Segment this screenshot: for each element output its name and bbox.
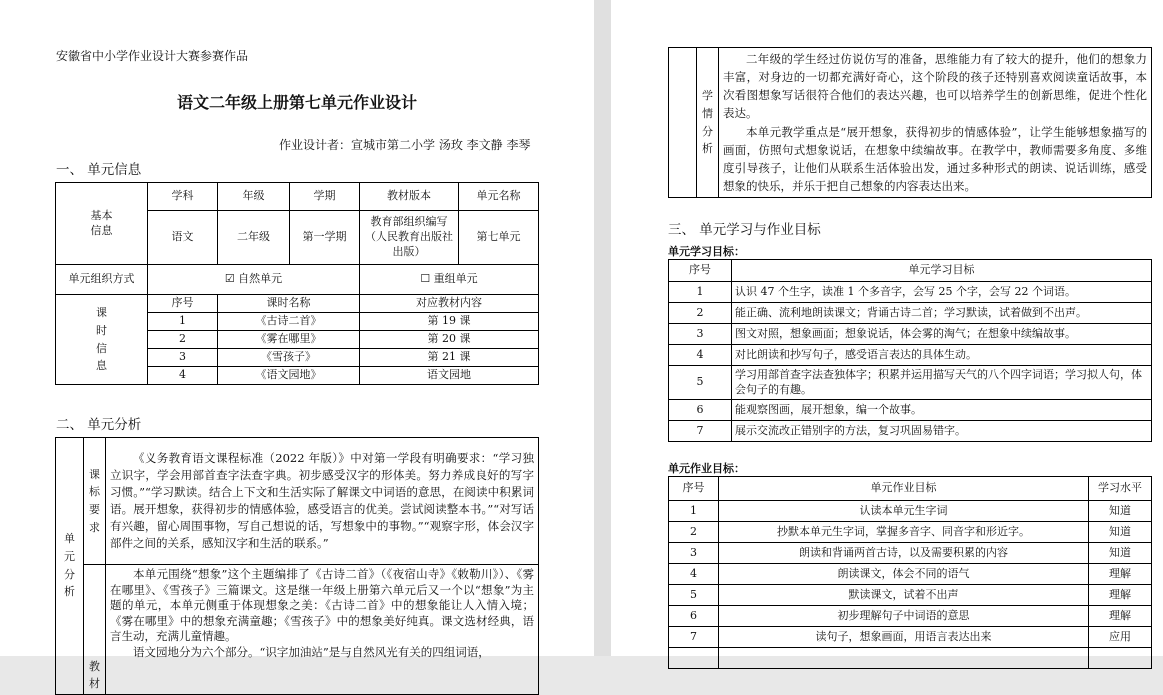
hw-text: 抄默本单元生字词，掌握多音字、同音字和形近字。	[719, 522, 1089, 543]
goal-no: 5	[669, 366, 732, 400]
learner-analysis-table	[668, 47, 1152, 198]
table-row	[669, 606, 1152, 627]
goal-no: 7	[669, 421, 732, 442]
hw-level: 知道	[1089, 522, 1152, 543]
org-regroup-checkbox: ☐ 重组单元	[360, 265, 539, 295]
lesson-no: 3	[148, 349, 218, 367]
goal-text: 能正确、流利地朗读课文；背诵古诗二首；学习默读，试着做到不出声。	[732, 303, 1152, 324]
header-cell: 单元名称	[459, 183, 539, 211]
goal-text: 认识 47 个生字，读准 1 个多音字，会写 25 个字，会写 22 个词语。	[732, 282, 1152, 303]
unit-analysis-label: 单 元 分 析	[56, 438, 84, 695]
table-row	[669, 627, 1152, 648]
learning-goals-heading: 单元学习目标：	[668, 245, 745, 258]
goal-text: 对比朗读和抄写句子，感受语言表达的具体生动。	[732, 345, 1152, 366]
table-row	[669, 345, 1152, 366]
lesson-name: 《古诗二首》	[218, 313, 360, 331]
hw-level: 知道	[1089, 543, 1152, 564]
value-cell: 二年级	[218, 211, 290, 265]
goal-header: 序号	[669, 260, 732, 282]
homework-goals-table	[668, 476, 1152, 669]
textbook-label: 教 材	[84, 565, 106, 695]
value-cell: 第七单元	[459, 211, 539, 265]
learning-goals-table	[668, 259, 1152, 442]
lesson-name: 《雪孩子》	[218, 349, 360, 367]
page-gap	[594, 0, 611, 656]
learner-analysis-label: 学 情 分 析	[697, 48, 719, 198]
section-heading-unit-info: 一、 单元信息	[56, 162, 142, 178]
lesson-name: 《雾在哪里》	[218, 331, 360, 349]
goal-no: 4	[669, 345, 732, 366]
lesson-name: 《语文园地》	[218, 367, 360, 385]
standard-text: 《义务教育语文课程标准（2022 年版）》中对第一学段有明确要求：“学习独立识字，学会用部首查字法查字典。初步感受汉字的形体美。努力养成良好的写字习惯。”“学习默读。结合上下文和生活实际了解课文中词语的意思，在阅读中积累词语。展开想象，获得初步的情感体验，感受语言的优美。尝试阅读整本书。”“对写话有兴趣，留心周围事物，写自己想说的话，写想象中的事物。”“观察字形，体会汉字部件之间的关系，感知汉字和生活的联系。”	[106, 438, 539, 565]
hw-no: 4	[669, 564, 719, 585]
hw-no: 5	[669, 585, 719, 606]
hw-header: 单元作业目标	[719, 477, 1089, 501]
goal-no: 2	[669, 303, 732, 324]
table-row	[669, 585, 1152, 606]
header-cell: 年级	[218, 183, 290, 211]
goal-no: 6	[669, 400, 732, 421]
designer-line: 作业设计者：宣城市第二小学 汤玫 李文静 李琴	[279, 138, 531, 152]
hw-no: 6	[669, 606, 719, 627]
hw-text: 读句子，想象画面，用语言表达出来	[719, 627, 1089, 648]
table-row	[669, 522, 1152, 543]
goal-no: 1	[669, 282, 732, 303]
homework-goals-heading: 单元作业目标：	[668, 462, 745, 475]
continuation-cell	[669, 48, 697, 198]
table-row	[669, 421, 1152, 442]
lesson-info-label: 课 时 信 息	[56, 295, 148, 385]
document-title: 语文二年级上册第七单元作业设计	[176, 93, 417, 112]
hw-header: 序号	[669, 477, 719, 501]
hw-header: 学习水平	[1089, 477, 1152, 501]
org-natural-checkbox: ☑ 自然单元	[148, 265, 360, 295]
hw-no: 1	[669, 501, 719, 522]
lesson-no: 1	[148, 313, 218, 331]
unit-info-table	[55, 182, 539, 385]
hw-no: 7	[669, 627, 719, 648]
value-cell: 语文	[148, 211, 218, 265]
header-cell: 教材版本	[360, 183, 459, 211]
value-cell: 第一学期	[290, 211, 360, 265]
textbook-text: 本单元围绕“想象”这个主题编排了《古诗二首》（《夜宿山寺》《敕勒川》）、《雾在哪里》、《雪孩子》三篇课文。这是继一年级上册第六单元后又一个以“想象”为主题的单元，本单元侧重于体现想象之美：《古诗二首》中的想象能让人入情入境；《雾在哪里》中的想象充满童趣；《雪孩子》中的想象美好纯真。课文选材经典，语言生动，充满儿童情趣。 语文园地分为六个部分。“识字加油站”是与自然风光有关的四组词语，	[106, 565, 539, 695]
table-row-partial	[669, 648, 1152, 669]
document-page-right	[611, 0, 1163, 656]
unit-analysis-table	[55, 437, 539, 695]
goal-text: 学习用部首查字法查独体字；积累并运用描写天气的八个四字词语；学习拟人句，体会句子的有趣。	[732, 366, 1152, 400]
hw-level: 应用	[1089, 627, 1152, 648]
org-method-label: 单元组织方式	[56, 265, 148, 295]
section-heading-unit-analysis: 二、 单元分析	[56, 417, 142, 433]
goal-text: 能观察图画，展开想象，编一个故事。	[732, 400, 1152, 421]
lesson-no: 2	[148, 331, 218, 349]
section-heading-goals: 三、 单元学习与作业目标	[668, 222, 821, 238]
goal-text: 图文对照，想象画面；想象说话，体会雾的淘气；在想象中续编故事。	[732, 324, 1152, 345]
value-cell: 教育部组织编写（人民教育出版社出版）	[360, 211, 459, 265]
table-row	[669, 543, 1152, 564]
table-row	[669, 324, 1152, 345]
goal-no: 3	[669, 324, 732, 345]
organization-header: 安徽省中小学作业设计大赛参赛作品	[56, 49, 249, 63]
header-cell: 学期	[290, 183, 360, 211]
goal-header: 单元学习目标	[732, 260, 1152, 282]
lesson-content: 第 19 课	[360, 313, 539, 331]
lesson-no: 4	[148, 367, 218, 385]
hw-level: 理解	[1089, 564, 1152, 585]
table-row	[669, 400, 1152, 421]
table-row	[669, 282, 1152, 303]
hw-text: 认读本单元生字词	[719, 501, 1089, 522]
learner-analysis-text: 二年级的学生经过仿说仿写的准备，思维能力有了较大的提升，他们的想象力丰富，对身边的一切都充满好奇心，这个阶段的孩子还特别喜欢阅读童话故事，本次看图想象写话很符合他们的表达兴趣，也可以培养学生的创新思维，促进个性化表达。 本单元教学重点是“展开想象，获得初步的情感体验”，让学生能够想象描写的画面，仿照句式想象说话，在想象中续编故事。在教学中，教师需要多角度、多维度引导孩子，让他们从联系生活体验出发，通过多种形式的朗读、说话训练，感受想象的快乐，并乐于把自己想象的内容表达出来。	[719, 48, 1152, 198]
hw-text: 默读课文，试着不出声	[719, 585, 1089, 606]
table-row	[669, 564, 1152, 585]
lesson-content: 第 20 课	[360, 331, 539, 349]
hw-no: 2	[669, 522, 719, 543]
hw-text: 朗读和背诵两首古诗，以及需要积累的内容	[719, 543, 1089, 564]
goal-text: 展示交流改正错别字的方法，复习巩固易错字。	[732, 421, 1152, 442]
hw-level: 理解	[1089, 606, 1152, 627]
lesson-content: 第 21 课	[360, 349, 539, 367]
hw-no: 3	[669, 543, 719, 564]
header-cell: 学科	[148, 183, 218, 211]
lesson-header: 序号	[148, 295, 218, 313]
basic-info-label: 基本 信息	[56, 183, 148, 265]
hw-level: 知道	[1089, 501, 1152, 522]
standard-label: 课 标 要 求	[84, 438, 106, 565]
lesson-content: 语文园地	[360, 367, 539, 385]
lesson-header: 对应教材内容	[360, 295, 539, 313]
hw-level: 理解	[1089, 585, 1152, 606]
table-row	[669, 366, 1152, 400]
hw-text: 朗读课文，体会不同的语气	[719, 564, 1089, 585]
table-row	[669, 303, 1152, 324]
lesson-header: 课时名称	[218, 295, 360, 313]
table-row	[669, 501, 1152, 522]
hw-text: 初步理解句子中词语的意思	[719, 606, 1089, 627]
